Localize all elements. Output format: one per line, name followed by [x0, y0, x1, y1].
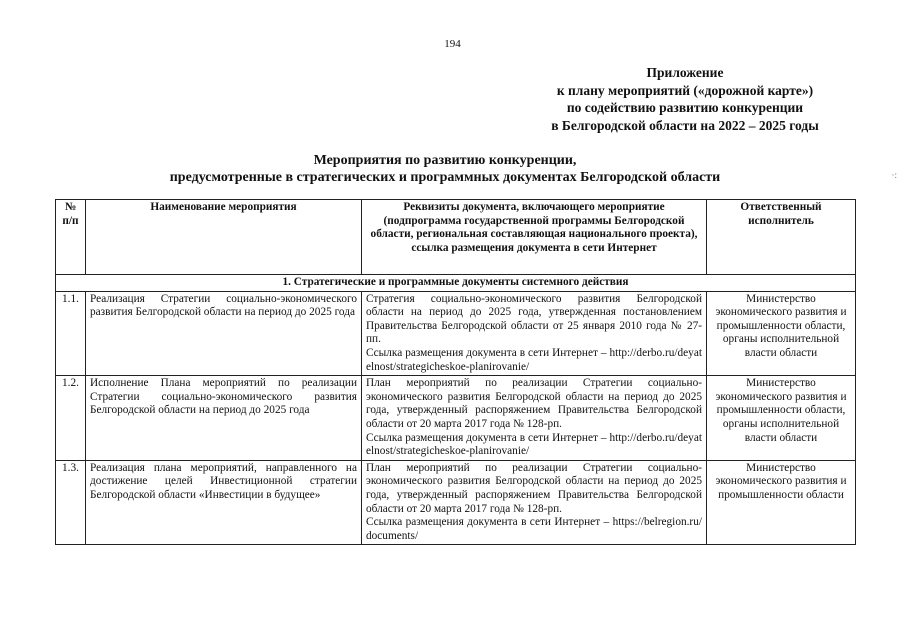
row-document: [362, 376, 707, 461]
appendix-line: в Белгородской области на 2022 – 2025 годы: [551, 117, 819, 133]
page-number: 194: [444, 38, 461, 50]
appendix-line: по содействию развитию конкуренции: [566, 100, 804, 115]
section-title: 1. Стратегические и программные документы системного действия: [56, 275, 856, 292]
row-num: 1.2.: [56, 376, 86, 461]
appendix-line: к плану мероприятий («дорожной карте»): [556, 82, 814, 98]
section-row: [56, 275, 856, 292]
table-row: [56, 291, 856, 376]
table-row: [56, 460, 856, 545]
document-requisites: Стратегия социально-экономического развития Белгородской области на период до 2025 года, утвержденная постановлением Правительства Белгородской области от 25 января 2010 года № 27-пп.: [366, 292, 702, 346]
title-line: предусмотренные в стратегических и программных документах Белгородской области: [169, 170, 721, 185]
header-num: № п/п: [56, 200, 86, 275]
table-row: [56, 376, 856, 461]
appendix-line: Приложение: [646, 65, 724, 80]
header-name: Наименование мероприятия: [86, 200, 362, 275]
row-document: [362, 460, 707, 545]
title-line: Мероприятия по развитию конкуренции,: [313, 153, 577, 168]
row-name: Реализация Стратегии социально-экономического развития Белгородской области на период до 2025 года: [86, 291, 362, 376]
measures-table: [55, 199, 856, 545]
document-link[interactable]: Ссылка размещения документа в сети Интернет – https://belregion.ru/documents/: [366, 516, 702, 542]
document-link[interactable]: Ссылка размещения документа в сети Интернет – http://derbo.ru/deyatelnost/strategicheskoe-planirovanie/: [366, 431, 702, 458]
document-requisites: План мероприятий по реализации Стратегии социально-экономического развития Белгородской области на период до 2025 года, утвержденный распоряжением Правительства Белгородской области от 20 марта 2017 года № 128-рп.: [366, 377, 702, 430]
document-requisites: План мероприятий по реализации Стратегии социально-экономического развития Белгородской области на период до 2025 года, утвержденный распоряжением Правительства Белгородской области от 20 марта 2017 года № 128-рп.: [366, 461, 702, 515]
row-responsible: Министерство экономического развития и промышленности области, органы исполнительной власти области: [707, 376, 856, 461]
header-requisites: Реквизиты документа, включающего мероприятие (подпрограмма государственной программы Белгородской области, региональная составляющая национального проекта), ссылка размещения документа в сети Интернет: [362, 200, 707, 275]
row-num: 1.3.: [56, 460, 86, 545]
row-document: [362, 291, 707, 376]
document-title: [60, 152, 830, 186]
row-responsible: Министерство экономического развития и промышленности области: [707, 460, 856, 545]
row-name: Реализация плана мероприятий, направленного на достижение целей Инвестиционной стратегии Белгородской области «Инвестиции в будущее»: [86, 460, 362, 545]
header-responsible: Ответственный исполнитель: [707, 200, 856, 275]
row-num: 1.1.: [56, 291, 86, 376]
table-header-row: [56, 200, 856, 275]
appendix-header: [500, 64, 870, 134]
row-responsible: Министерство экономического развития и промышленности области, органы исполнительной власти области: [707, 291, 856, 376]
document-link[interactable]: Ссылка размещения документа в сети Интернет – http://derbo.ru/deyatelnost/strategicheskoe-planirovanie/: [366, 346, 702, 373]
row-name: Исполнение Плана мероприятий по реализации Стратегии социально-экономического развития Белгородской области на период до 2025 года: [86, 376, 362, 461]
scan-artifact: ·:: [891, 170, 897, 180]
